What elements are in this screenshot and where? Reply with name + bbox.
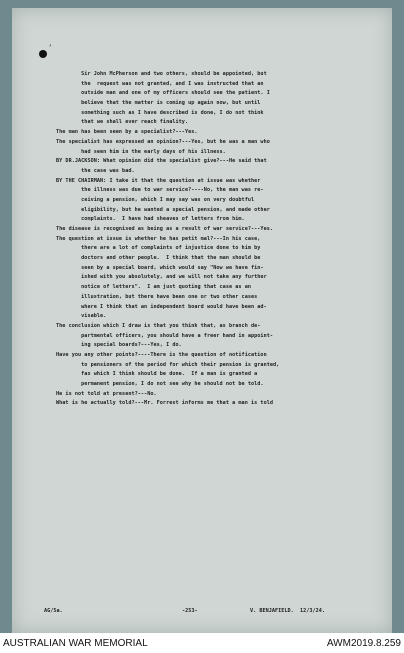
transcript-line: where I think that an independent board would have been ad- (56, 303, 267, 310)
transcript-line: complaints. I have had sheaves of letters from him. (56, 216, 245, 223)
transcript-line: believe that the matter is coming up again now, but until (56, 100, 261, 107)
transcript-line: ished with you absolutely, and we will not take any further (56, 274, 267, 281)
transcript-line: partmental officers, you should have a freer hand in appoint- (56, 332, 273, 339)
transcript-line: Sir John McPherson and two others, should be appointed, but (56, 71, 267, 77)
transcript-line: What is he actually told?---Mr. Forrest informs me that a man is told (56, 400, 273, 407)
transcript-line: eligibility, but he wanted a special pension, and made other (56, 206, 270, 213)
footer-page-number: -253- (182, 608, 198, 614)
archive-caption-bar (0, 633, 404, 653)
transcript-body (56, 70, 396, 409)
transcript-line: The specialist has expressed an opinion?---Yes, but he was a man who (56, 138, 270, 145)
transcript-line: visable. (56, 313, 107, 320)
archive-reference: AWM2019.8.259 (326, 638, 401, 649)
margin-mark: ’ (48, 44, 53, 52)
transcript-line: The conclusion which I draw is that you think that, as branch de- (56, 322, 261, 329)
footer-signature: V. BENJAFIELD. 12/3/24. (250, 608, 325, 614)
transcript-line: there are a lot of complaints of injustice done to him by (56, 245, 261, 252)
transcript-line: to pensioners of the period for which their pension is granted, (56, 361, 280, 368)
transcript-line: Have you any other points?----There is the question of notification (56, 351, 267, 358)
archive-name: AUSTRALIAN WAR MEMORIAL (3, 638, 148, 649)
transcript-line: the request was not granted, and I was instructed that an (56, 80, 264, 87)
transcript-line: the case was bad. (56, 167, 135, 174)
transcript-line: had seen him in the early days of his illness. (56, 148, 226, 155)
document-page (12, 8, 392, 633)
footer-reference: AG/5a. (44, 608, 63, 614)
transcript-line: seen by a special board, which would say "Now we have fin- (56, 264, 264, 271)
transcript-line: The question at issue is whether he has petit mal?---In his case, (56, 235, 261, 242)
transcript-line: fax which I think should be done. If a man is granted a (56, 371, 258, 378)
transcript-line: notice of letters". I am just quoting that case as an (56, 284, 251, 291)
transcript-line: outside man and one of my officers should see the patient. I (56, 90, 270, 97)
transcript-line: the illness was due to war service?----No, the man was re- (56, 187, 264, 194)
punch-hole (39, 50, 47, 58)
transcript-line: The man has been seen by a specialist?---Yes. (56, 129, 198, 136)
transcript-line: He is not told at present?---No. (56, 390, 157, 397)
transcript-line: doctors and other people. I think that the man should be (56, 255, 261, 262)
transcript-line: BY DR.JACKSON: What opinion did the specialist give?---He said that (56, 158, 267, 165)
transcript-line: ceiving a pension, which I may say was on very doubtful (56, 196, 255, 203)
transcript-line: permanent pension, I do not see why he should not be told. (56, 381, 264, 387)
transcript-line: something such as I have described is done, I do not think (56, 109, 264, 116)
transcript-line: that we shall ever reach finality. (56, 119, 189, 126)
transcript-line: The disease is recognised as being as a result of war service?---Yes. (56, 226, 273, 232)
transcript-line: ing special boards?---Yes, I do. (56, 342, 182, 349)
transcript-line: BY THE CHAIRMAN: I take it that the question at issue was whether (56, 177, 261, 184)
transcript-line: illustration, but there have been one or two other cases (56, 293, 258, 300)
